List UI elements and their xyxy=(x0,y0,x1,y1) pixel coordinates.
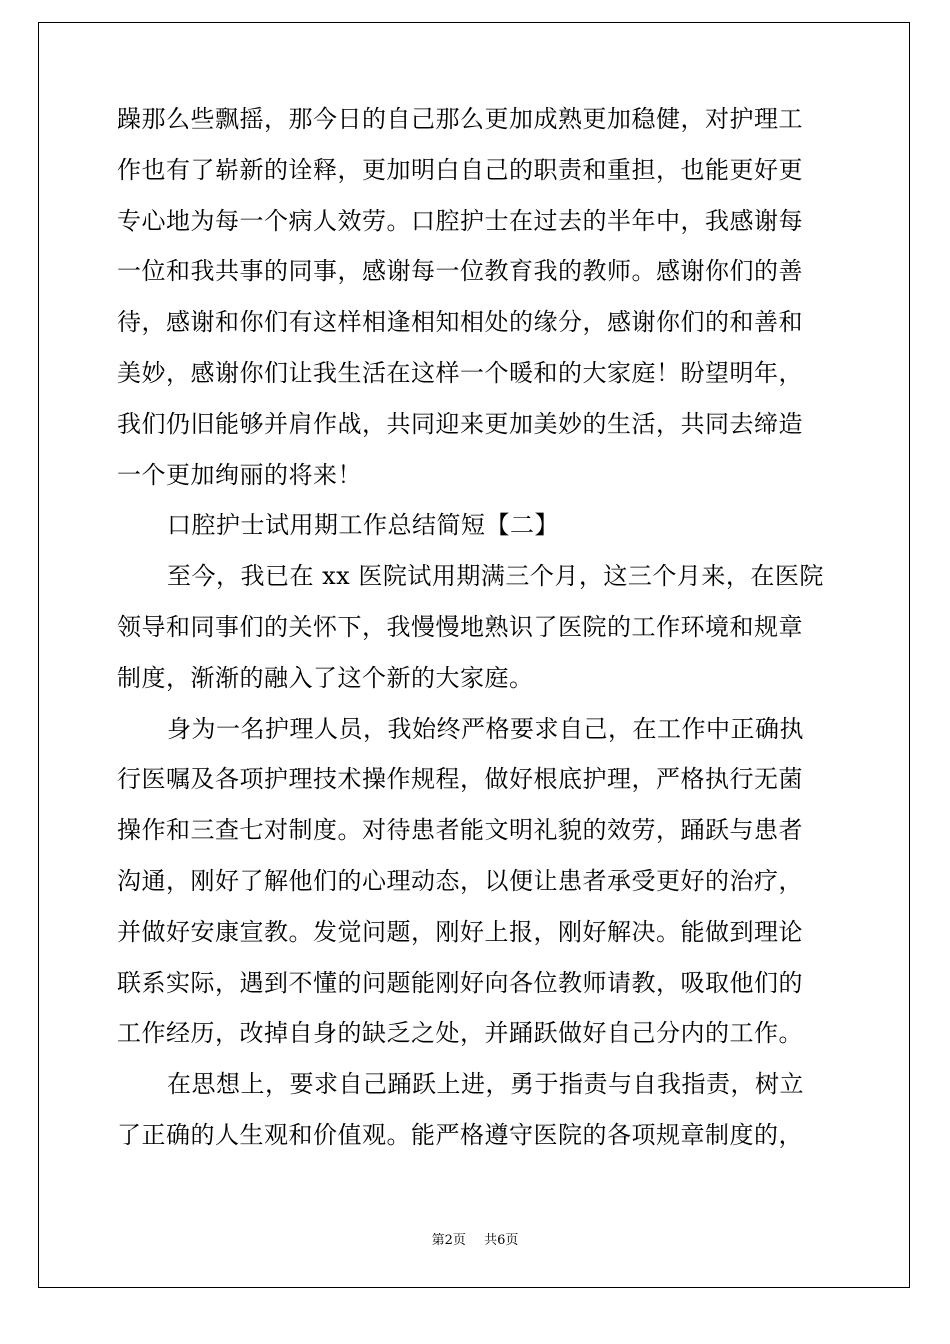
text-line: 联系实际，遇到不懂的问题能刚好向各位教师请教，吸取他们的 xyxy=(117,968,803,997)
text-line: 了正确的人生观和价值观。能严格遵守医院的各项规章制度的， xyxy=(117,1120,803,1149)
text-line: 并做好安康宣教。发觉问题，刚好上报，刚好解决。能做到理论 xyxy=(117,917,803,946)
page-number-current: 第2页 xyxy=(431,1233,466,1248)
text-line: 沟通，刚好了解他们的心理动态，以便让患者承受更好的治疗， xyxy=(117,866,803,895)
text-line: 制度，渐渐的融入了这个新的大家庭。 xyxy=(117,663,534,692)
paragraph-start-line: 在思想上，要求自己踊跃上进，勇于指责与自我指责，树立 xyxy=(167,1070,804,1099)
text-line: 待，感谢和你们有这样相逢相知相处的缘分，感谢你们的和善和 xyxy=(117,308,803,337)
text-line: 躁那么些飘摇，那今日的自己那么更加成熟更加稳健，对护理工 xyxy=(117,105,803,133)
text-line: 专心地为每一个病人效劳。口腔护士在过去的半年中，我感谢每 xyxy=(117,206,803,235)
text-line: 领导和同事们的关怀下，我慢慢地熟识了医院的工作环境和规章 xyxy=(117,612,803,641)
paragraph-start-line: 至今，我已在 xx 医院试用期满三个月，这三个月来，在医院 xyxy=(167,562,824,591)
text-line: 工作经历，改掉自身的缺乏之处，并踊跃做好自己分内的工作。 xyxy=(117,1019,803,1048)
paragraph-start-line: 身为一名护理人员，我始终严格要求自己，在工作中正确执 xyxy=(167,714,804,743)
section-heading: 口腔护士试用期工作总结简短【二】 xyxy=(167,511,559,540)
text-line: 一个更加绚丽的将来！ xyxy=(117,460,362,489)
text-line: 美妙，感谢你们让我生活在这样一个暖和的大家庭！盼望明年， xyxy=(117,358,803,387)
text-line: 作也有了崭新的诠释，更加明白自己的职责和重担，也能更好更 xyxy=(117,155,803,184)
document-body xyxy=(117,94,839,1161)
text-line: 我们仍旧能够并肩作战，共同迎来更加美妙的生活，共同去缔造 xyxy=(117,409,803,438)
text-line: 行医嘱及各项护理技术操作规程，做好根底护理，严格执行无菌 xyxy=(117,765,803,794)
page-number-total: 共6页 xyxy=(484,1233,519,1248)
text-line: 一位和我共事的同事，感谢每一位教育我的教师。感谢你们的善 xyxy=(117,257,803,286)
text-line: 操作和三查七对制度。对待患者能文明礼貌的效劳，踊跃与患者 xyxy=(117,816,803,845)
page-footer xyxy=(0,1232,950,1250)
